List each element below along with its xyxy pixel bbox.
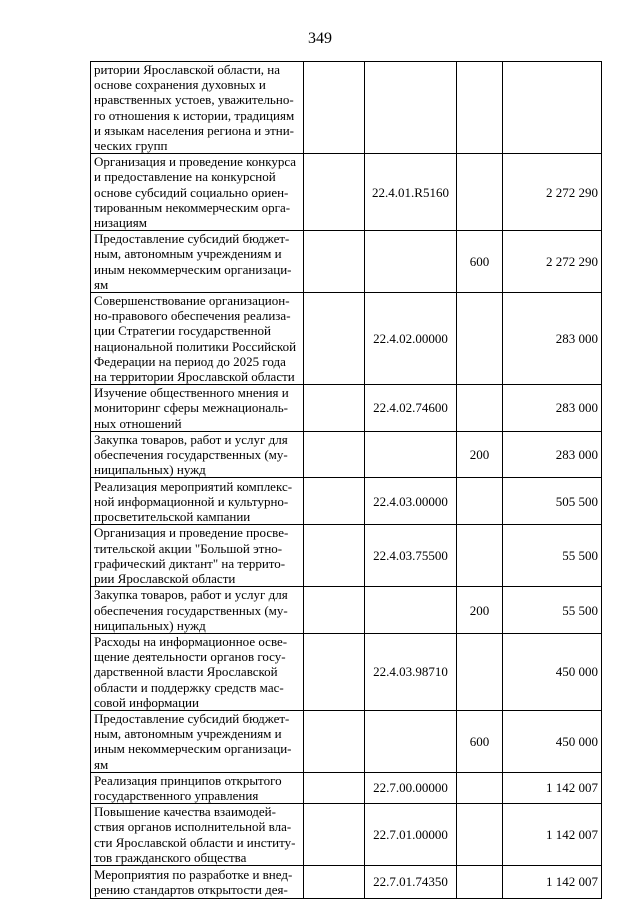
row-amount-cell: 505 500 — [503, 478, 602, 525]
row-blank-cell — [304, 231, 365, 293]
row-blank-cell — [304, 772, 365, 803]
row-blank-cell — [304, 633, 365, 710]
table-row — [91, 431, 602, 478]
row-amount-cell: 450 000 — [503, 633, 602, 710]
row-name-cell: Закупка товаров, работ и услуг для обеспечения государственных (му-ниципальных) нужд — [91, 587, 304, 634]
row-amount-cell: 55 500 — [503, 587, 602, 634]
row-kind-cell: 600 — [457, 710, 503, 772]
row-amount-cell — [503, 62, 602, 154]
table-row — [91, 710, 602, 772]
row-kind-cell: 200 — [457, 431, 503, 478]
row-code-cell — [365, 587, 457, 634]
table-row — [91, 772, 602, 803]
row-blank-cell — [304, 385, 365, 432]
budget-table-body — [91, 62, 602, 899]
table-row — [91, 385, 602, 432]
table-row — [91, 804, 602, 866]
row-name-cell: Мероприятия по разработке и внед-рению стандартов открытости дея- — [91, 865, 304, 898]
page-number: 349 — [308, 30, 332, 47]
row-name-cell: Изучение общественного мнения и мониторинг сферы межнациональ-ных отношений — [91, 385, 304, 432]
row-blank-cell — [304, 62, 365, 154]
row-name-cell: Предоставление субсидий бюджет-ным, автономным учреждениям и иным некоммерческим организаци-ям — [91, 231, 304, 293]
row-kind-cell — [457, 633, 503, 710]
row-name-cell: Организация и проведение конкурса и предоставление на конкурсной основе субсидий социально ориен-тированным некоммерческим орга-низациям — [91, 154, 304, 231]
row-name-cell: Повышение качества взаимодей-ствия органов исполнительной вла-сти Ярославской области и институ-тов гражданского общества — [91, 804, 304, 866]
row-kind-cell — [457, 865, 503, 898]
row-blank-cell — [304, 587, 365, 634]
table-row — [91, 293, 602, 385]
row-amount-cell: 1 142 007 — [503, 865, 602, 898]
row-name-cell: Организация и проведение просве-тительской акции "Большой этно-графический диктант" на террито-рии Ярославской области — [91, 525, 304, 587]
row-amount-cell: 2 272 290 — [503, 231, 602, 293]
row-blank-cell — [304, 865, 365, 898]
row-kind-cell — [457, 293, 503, 385]
row-name-cell: Реализация принципов открытого государственного управления — [91, 772, 304, 803]
row-amount-cell: 283 000 — [503, 385, 602, 432]
row-blank-cell — [304, 478, 365, 525]
table-row — [91, 62, 602, 154]
row-amount-cell: 1 142 007 — [503, 772, 602, 803]
row-kind-cell — [457, 385, 503, 432]
row-name-cell: Совершенствование организацион-но-правового обеспечения реализа-ции Стратегии государственной национальной политики Российской Федерации на период до 2025 года на территории Ярославской области — [91, 293, 304, 385]
table-row — [91, 478, 602, 525]
row-code-cell: 22.4.03.00000 — [365, 478, 457, 525]
row-kind-cell — [457, 525, 503, 587]
row-code-cell — [365, 710, 457, 772]
row-code-cell: 22.4.02.74600 — [365, 385, 457, 432]
budget-table — [90, 61, 602, 899]
table-row — [91, 525, 602, 587]
table-row — [91, 154, 602, 231]
table-row — [91, 633, 602, 710]
row-name-cell: Реализация мероприятий комплекс-ной информационной и культурно-просветительской кампании — [91, 478, 304, 525]
row-kind-cell — [457, 772, 503, 803]
row-kind-cell: 200 — [457, 587, 503, 634]
row-name-cell: Расходы на информационное осве-щение деятельности органов госу-дарственной власти Ярославской области и поддержку средств мас-совой информации — [91, 633, 304, 710]
row-kind-cell — [457, 154, 503, 231]
row-code-cell — [365, 431, 457, 478]
row-name-cell: Предоставление субсидий бюджет-ным, автономным учреждениям и иным некоммерческим организаци-ям — [91, 710, 304, 772]
row-code-cell — [365, 231, 457, 293]
row-code-cell: 22.7.01.00000 — [365, 804, 457, 866]
row-code-cell: 22.7.01.74350 — [365, 865, 457, 898]
table-row — [91, 587, 602, 634]
table-row — [91, 231, 602, 293]
row-code-cell: 22.4.03.98710 — [365, 633, 457, 710]
row-amount-cell: 283 000 — [503, 431, 602, 478]
row-blank-cell — [304, 293, 365, 385]
row-kind-cell — [457, 804, 503, 866]
row-kind-cell — [457, 478, 503, 525]
row-blank-cell — [304, 431, 365, 478]
row-amount-cell: 2 272 290 — [503, 154, 602, 231]
row-code-cell: 22.7.00.00000 — [365, 772, 457, 803]
row-code-cell — [365, 62, 457, 154]
row-name-cell: Закупка товаров, работ и услуг для обеспечения государственных (му-ниципальных) нужд — [91, 431, 304, 478]
row-blank-cell — [304, 154, 365, 231]
row-amount-cell: 55 500 — [503, 525, 602, 587]
row-amount-cell: 450 000 — [503, 710, 602, 772]
row-name-cell: ритории Ярославской области, на основе сохранения духовных и нравственных устоев, уважительно-го отношения к истории, традициям и языкам населения региона и этни-ческих групп — [91, 62, 304, 154]
row-code-cell: 22.4.02.00000 — [365, 293, 457, 385]
row-code-cell: 22.4.01.R5160 — [365, 154, 457, 231]
row-blank-cell — [304, 525, 365, 587]
row-amount-cell: 1 142 007 — [503, 804, 602, 866]
table-row — [91, 865, 602, 898]
row-blank-cell — [304, 710, 365, 772]
row-amount-cell: 283 000 — [503, 293, 602, 385]
row-code-cell: 22.4.03.75500 — [365, 525, 457, 587]
row-kind-cell: 600 — [457, 231, 503, 293]
row-blank-cell — [304, 804, 365, 866]
row-kind-cell — [457, 62, 503, 154]
